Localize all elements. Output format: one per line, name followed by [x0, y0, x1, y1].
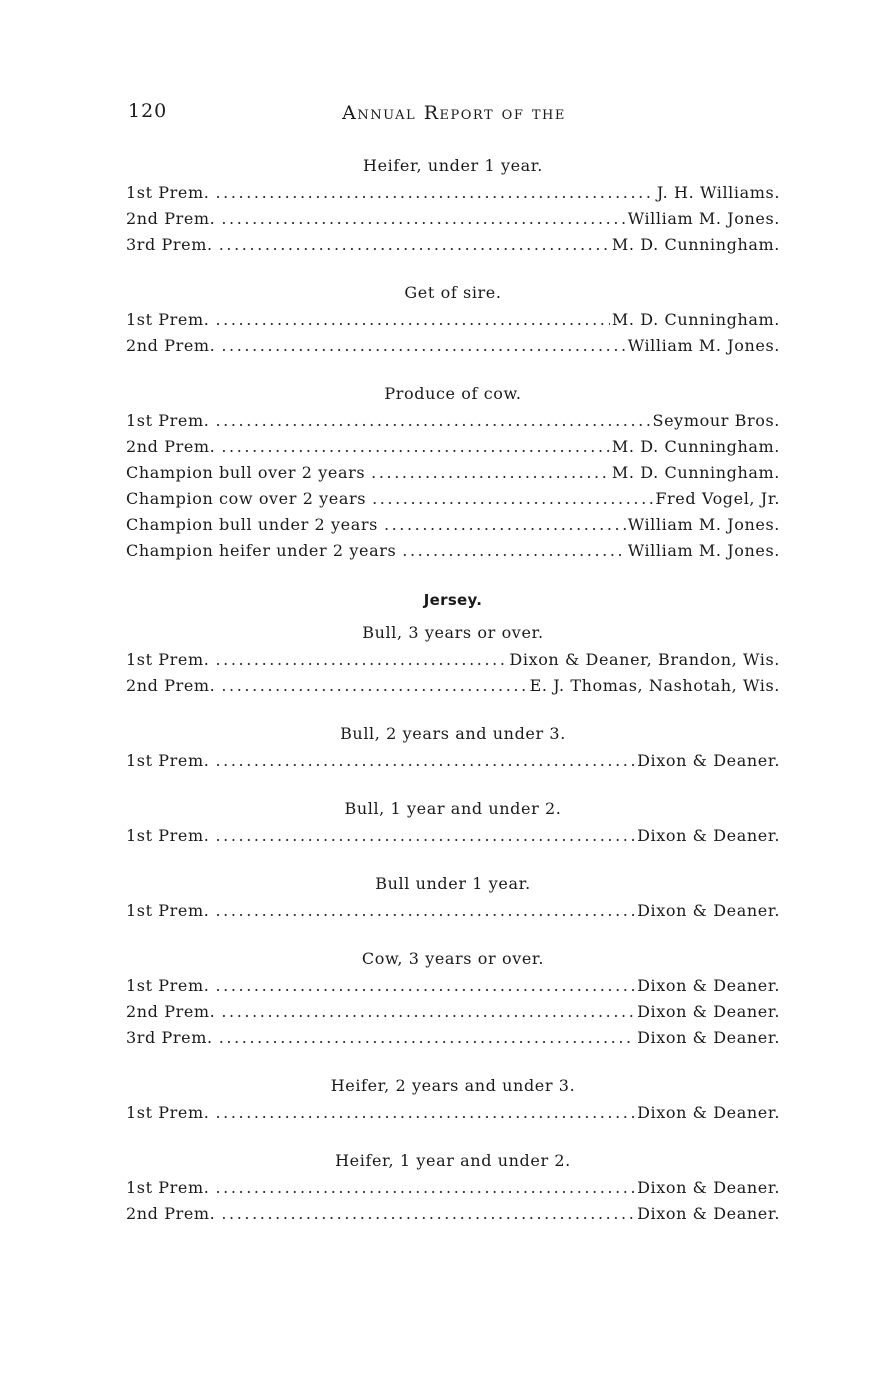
premium-label: 3rd Prem. — [126, 1028, 213, 1047]
class-heading: Cow, 3 years or over. — [361, 949, 545, 968]
winner-name: Dixon & Deaner. — [637, 1178, 780, 1197]
class-heading: Heifer, 2 years and under 3. — [330, 1076, 576, 1095]
dot-leader — [215, 973, 635, 999]
running-title: Annual Report of the — [342, 102, 566, 124]
dot-leader — [384, 512, 626, 538]
winner-name: William M. Jones. — [627, 541, 780, 560]
premium-label: 3rd Prem. — [126, 235, 213, 254]
dot-leader — [215, 898, 635, 924]
premium-section — [126, 280, 780, 359]
winner-name: J. H. Williams. — [656, 183, 780, 202]
premium-label: 1st Prem. — [126, 310, 210, 329]
premium-entry — [126, 538, 780, 564]
winner-name: Dixon & Deaner. — [637, 751, 780, 770]
premium-label: 1st Prem. — [126, 751, 210, 770]
winner-name: Dixon & Deaner. — [637, 1028, 780, 1047]
premium-entry — [126, 1201, 780, 1227]
premium-label: 1st Prem. — [126, 976, 210, 995]
dot-leader — [219, 1025, 635, 1051]
dot-leader — [219, 232, 610, 258]
winner-name: Seymour Bros. — [652, 411, 780, 430]
premium-section — [126, 381, 780, 564]
premium-label: 1st Prem. — [126, 901, 210, 920]
class-heading: Bull, 3 years or over. — [362, 623, 544, 642]
winner-name: M. D. Cunningham. — [611, 437, 780, 456]
premium-entry — [126, 647, 780, 673]
dot-leader — [371, 460, 610, 486]
premium-entry — [126, 307, 780, 333]
premium-entry — [126, 1175, 780, 1201]
dot-leader — [215, 307, 609, 333]
premium-label: 2nd Prem. — [126, 676, 216, 695]
dot-leader — [215, 647, 507, 673]
premium-label: 2nd Prem. — [126, 1002, 216, 1021]
class-heading: Bull under 1 year. — [375, 874, 531, 893]
premium-entry — [126, 999, 780, 1025]
dot-leader — [221, 206, 625, 232]
premium-entry — [126, 898, 780, 924]
dot-leader — [215, 408, 650, 434]
premium-label: Champion heifer under 2 years — [126, 541, 397, 560]
class-heading: Heifer, 1 year and under 2. — [335, 1151, 571, 1170]
premium-label: 1st Prem. — [126, 1103, 210, 1122]
class-heading: Bull, 1 year and under 2. — [344, 799, 562, 818]
premium-entry — [126, 512, 780, 538]
premium-section — [126, 1073, 780, 1126]
premium-section — [126, 946, 780, 1051]
dot-leader — [221, 1201, 635, 1227]
winner-name: William M. Jones. — [627, 209, 780, 228]
dot-leader — [221, 673, 527, 699]
winner-name: Dixon & Deaner. — [637, 826, 780, 845]
premium-entry — [126, 434, 780, 460]
dot-leader — [372, 486, 653, 512]
premium-entry — [126, 333, 780, 359]
winner-name: Dixon & Deaner, Brandon, Wis. — [509, 650, 780, 669]
premium-entry — [126, 973, 780, 999]
premium-label: 1st Prem. — [126, 411, 210, 430]
winner-name: Dixon & Deaner. — [637, 1002, 780, 1021]
premium-label: 2nd Prem. — [126, 437, 216, 456]
class-heading: Heifer, under 1 year. — [363, 156, 543, 175]
dot-leader — [215, 823, 635, 849]
dot-leader — [215, 180, 654, 206]
premium-entry — [126, 1025, 780, 1051]
premium-label: 1st Prem. — [126, 650, 210, 669]
dot-leader — [221, 333, 625, 359]
dot-leader — [221, 434, 610, 460]
winner-name: M. D. Cunningham. — [611, 463, 780, 482]
premium-section — [126, 796, 780, 849]
page-header — [128, 100, 780, 130]
page-number: 120 — [128, 100, 168, 122]
premium-label: Champion bull under 2 years — [126, 515, 378, 534]
class-heading: Get of sire. — [404, 283, 502, 302]
premium-label: 2nd Prem. — [126, 209, 216, 228]
premium-entry — [126, 823, 780, 849]
premium-entry — [126, 232, 780, 258]
premium-list — [126, 150, 780, 1227]
dot-leader — [215, 1175, 635, 1201]
breed-heading: Jersey. — [423, 591, 483, 609]
winner-name: M. D. Cunningham. — [611, 310, 780, 329]
dot-leader — [215, 1100, 635, 1126]
premium-entry — [126, 748, 780, 774]
premium-label: Champion bull over 2 years — [126, 463, 366, 482]
winner-name: M. D. Cunningham. — [611, 235, 780, 254]
premium-label: 1st Prem. — [126, 183, 210, 202]
premium-entry — [126, 180, 780, 206]
premium-entry — [126, 206, 780, 232]
dot-leader — [402, 538, 625, 564]
winner-name: Dixon & Deaner. — [637, 901, 780, 920]
premium-entry — [126, 1100, 780, 1126]
premium-label: 1st Prem. — [126, 1178, 210, 1197]
dot-leader — [221, 999, 635, 1025]
winner-name: Dixon & Deaner. — [637, 1103, 780, 1122]
premium-label: 1st Prem. — [126, 826, 210, 845]
winner-name: Dixon & Deaner. — [637, 976, 780, 995]
premium-section — [126, 588, 780, 699]
class-heading: Bull, 2 years and under 3. — [340, 724, 566, 743]
dot-leader — [215, 748, 635, 774]
winner-name: William M. Jones. — [627, 515, 780, 534]
winner-name: E. J. Thomas, Nashotah, Wis. — [529, 676, 780, 695]
premium-section — [126, 871, 780, 924]
premium-section — [126, 1148, 780, 1227]
premium-section — [126, 721, 780, 774]
premium-label: 2nd Prem. — [126, 336, 216, 355]
premium-entry — [126, 673, 780, 699]
class-heading: Produce of cow. — [384, 384, 522, 403]
premium-label: Champion cow over 2 years — [126, 489, 367, 508]
premium-label: 2nd Prem. — [126, 1204, 216, 1223]
premium-entry — [126, 486, 780, 512]
premium-section — [126, 153, 780, 258]
winner-name: Fred Vogel, Jr. — [655, 489, 780, 508]
winner-name: William M. Jones. — [627, 336, 780, 355]
premium-entry — [126, 408, 780, 434]
premium-entry — [126, 460, 780, 486]
winner-name: Dixon & Deaner. — [637, 1204, 780, 1223]
